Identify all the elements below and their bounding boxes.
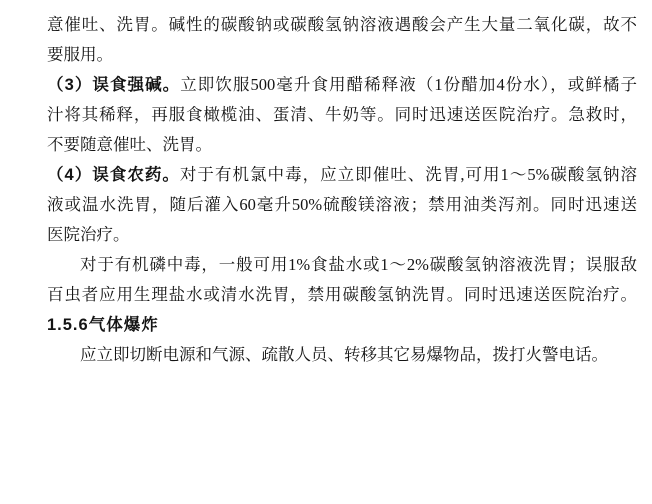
paragraph-text: 意催吐、洗胃。碱性的碳酸钠或碳酸氢钠溶液遇酸会产生大量二氧化碳，故不 <box>47 15 637 34</box>
paragraph-text: 百虫者应用生理盐水或清水洗胃，禁用碳酸氢钠洗胃。同时迅速送医院治疗。 <box>47 285 637 304</box>
text-line <box>47 40 637 70</box>
text-line <box>47 250 637 280</box>
text-line <box>47 130 637 160</box>
text-line <box>47 220 637 250</box>
text-line <box>47 190 637 220</box>
text-line <box>47 70 637 100</box>
paragraph-text: 医院治疗。 <box>47 225 130 244</box>
paragraph-text: 对于有机磷中毒，一般可用1%食盐水或1～2%碳酸氢钠溶液洗胃；误服敌 <box>80 255 637 274</box>
text-block <box>47 10 637 370</box>
paragraph-text: 液或温水洗胃，随后灌入60毫升50%硫酸镁溶液；禁用油类泻剂。同时迅速送 <box>47 195 637 214</box>
paragraph-lead: 1.5.6气体爆炸 <box>47 316 159 334</box>
text-line <box>47 340 637 370</box>
paragraph-text: 要服用。 <box>47 45 113 64</box>
paragraph-text: 汁将其稀释，再服食橄榄油、蛋清、牛奶等。同时迅速送医院治疗。急救时， <box>47 105 637 124</box>
text-line <box>47 160 637 190</box>
paragraph-text: 立即饮服500毫升食用醋稀释液（1份醋加4份水），或鲜橘子 <box>180 75 638 94</box>
paragraph-text: 对于有机氯中毒，应立即催吐、洗胃,可用1～5%碳酸氢钠溶 <box>179 165 637 184</box>
paragraph-text: 不要随意催吐、洗胃。 <box>47 135 212 154</box>
paragraph-text: 应立即切断电源和气源、疏散人员、转移其它易爆物品，拨打火警电话。 <box>80 345 608 364</box>
paragraph-lead: （3）误食强碱。 <box>47 76 181 94</box>
section-heading <box>47 310 637 340</box>
text-line <box>47 280 637 310</box>
paragraph-lead: （4）误食农药。 <box>47 166 180 184</box>
text-line <box>47 10 637 40</box>
text-line <box>47 100 637 130</box>
